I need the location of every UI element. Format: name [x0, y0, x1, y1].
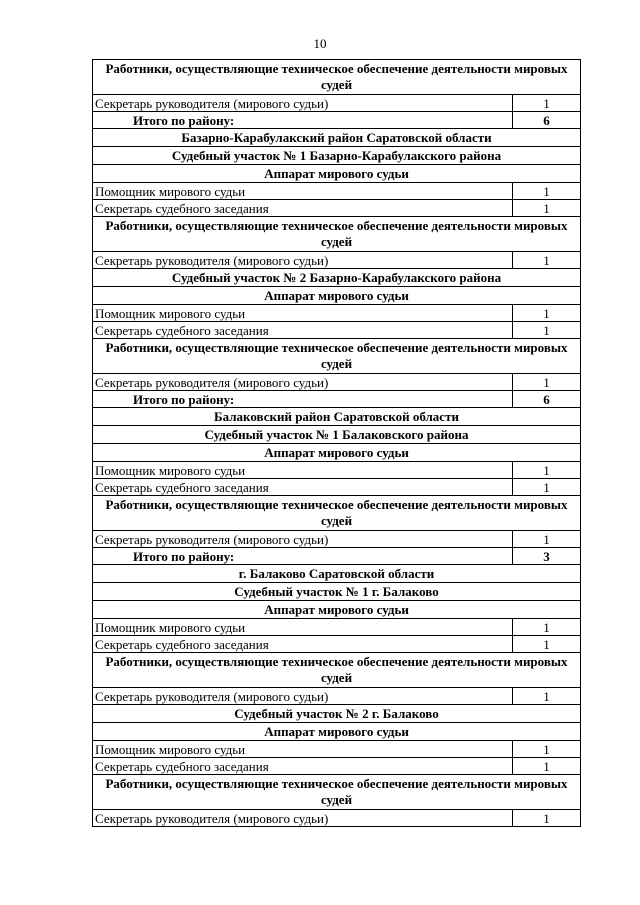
position-count: 1 [513, 531, 581, 548]
staff-table [92, 59, 581, 827]
section-header: Аппарат мирового судьи [93, 723, 581, 741]
position-row [93, 636, 581, 653]
position-row [93, 374, 581, 391]
section-header: Судебный участок № 1 г. Балаково [93, 583, 581, 601]
position-count: 1 [513, 758, 581, 775]
position-count: 1 [513, 305, 581, 322]
position-count: 1 [513, 741, 581, 758]
section-header-row [93, 583, 581, 601]
section-header: Работники, осуществляющие техническое обеспечение деятельности мировых судей [93, 339, 581, 374]
section-header: Аппарат мирового судьи [93, 601, 581, 619]
page-number: 10 [313, 36, 327, 51]
section-header-row [93, 408, 581, 426]
position-count: 1 [513, 95, 581, 112]
position-count: 1 [513, 374, 581, 391]
position-row [93, 462, 581, 479]
position-row [93, 479, 581, 496]
position-row [93, 741, 581, 758]
position-label: Помощник мирового судьи [93, 305, 513, 322]
position-count: 1 [513, 810, 581, 827]
section-header: Судебный участок № 1 Базарно-Карабулакского района [93, 147, 581, 165]
position-label: Секретарь руководителя (мирового судьи) [93, 688, 513, 705]
position-label: Секретарь руководителя (мирового судьи) [93, 810, 513, 827]
position-count: 1 [513, 183, 581, 200]
position-count: 1 [513, 200, 581, 217]
section-header-row [93, 723, 581, 741]
section-header-row [93, 60, 581, 95]
section-header-row [93, 653, 581, 688]
position-row [93, 200, 581, 217]
section-header: Работники, осуществляющие техническое обеспечение деятельности мировых судей [93, 60, 581, 95]
position-count: 1 [513, 252, 581, 269]
position-row [93, 252, 581, 269]
section-header: Работники, осуществляющие техническое обеспечение деятельности мировых судей [93, 496, 581, 531]
total-value: 6 [513, 112, 581, 129]
position-count: 1 [513, 619, 581, 636]
position-label: Секретарь судебного заседания [93, 758, 513, 775]
section-header: Судебный участок № 1 Балаковского района [93, 426, 581, 444]
total-row [93, 391, 581, 408]
section-header: Работники, осуществляющие техническое обеспечение деятельности мировых судей [93, 217, 581, 252]
position-label: Секретарь судебного заседания [93, 200, 513, 217]
position-label: Помощник мирового судьи [93, 462, 513, 479]
section-header: Работники, осуществляющие техническое обеспечение деятельности мировых судей [93, 653, 581, 688]
section-header-row [93, 705, 581, 723]
position-count: 1 [513, 688, 581, 705]
section-header-row [93, 496, 581, 531]
section-header-row [93, 287, 581, 305]
total-row [93, 112, 581, 129]
section-header-row [93, 775, 581, 810]
section-header: г. Балаково Саратовской области [93, 565, 581, 583]
position-row [93, 183, 581, 200]
position-count: 1 [513, 479, 581, 496]
position-row [93, 95, 581, 112]
position-count: 1 [513, 636, 581, 653]
section-header: Работники, осуществляющие техническое обеспечение деятельности мировых судей [93, 775, 581, 810]
total-label: Итого по району: [93, 391, 513, 408]
total-row [93, 548, 581, 565]
position-row [93, 619, 581, 636]
section-header-row [93, 444, 581, 462]
section-header-row [93, 165, 581, 183]
section-header: Судебный участок № 2 г. Балаково [93, 705, 581, 723]
position-row [93, 688, 581, 705]
section-header: Аппарат мирового судьи [93, 287, 581, 305]
position-label: Секретарь руководителя (мирового судьи) [93, 531, 513, 548]
section-header: Балаковский район Саратовской области [93, 408, 581, 426]
section-header-row [93, 601, 581, 619]
position-row [93, 305, 581, 322]
position-row [93, 810, 581, 827]
section-header-row [93, 339, 581, 374]
position-label: Секретарь руководителя (мирового судьи) [93, 95, 513, 112]
total-label: Итого по району: [93, 548, 513, 565]
section-header-row [93, 565, 581, 583]
position-label: Помощник мирового судьи [93, 741, 513, 758]
position-row [93, 758, 581, 775]
position-row [93, 322, 581, 339]
section-header-row [93, 147, 581, 165]
position-label: Секретарь судебного заседания [93, 636, 513, 653]
total-value: 3 [513, 548, 581, 565]
position-count: 1 [513, 322, 581, 339]
section-header: Аппарат мирового судьи [93, 165, 581, 183]
position-label: Секретарь руководителя (мирового судьи) [93, 252, 513, 269]
position-label: Секретарь судебного заседания [93, 479, 513, 496]
section-header: Аппарат мирового судьи [93, 444, 581, 462]
section-header: Судебный участок № 2 Базарно-Карабулакского района [93, 269, 581, 287]
total-label: Итого по району: [93, 112, 513, 129]
section-header-row [93, 426, 581, 444]
section-header-row [93, 269, 581, 287]
position-label: Секретарь руководителя (мирового судьи) [93, 374, 513, 391]
position-label: Секретарь судебного заседания [93, 322, 513, 339]
total-value: 6 [513, 391, 581, 408]
position-row [93, 531, 581, 548]
position-label: Помощник мирового судьи [93, 183, 513, 200]
position-count: 1 [513, 462, 581, 479]
section-header-row [93, 129, 581, 147]
section-header: Базарно-Карабулакский район Саратовской области [93, 129, 581, 147]
staff-table-body [93, 60, 581, 827]
section-header-row [93, 217, 581, 252]
position-label: Помощник мирового судьи [93, 619, 513, 636]
